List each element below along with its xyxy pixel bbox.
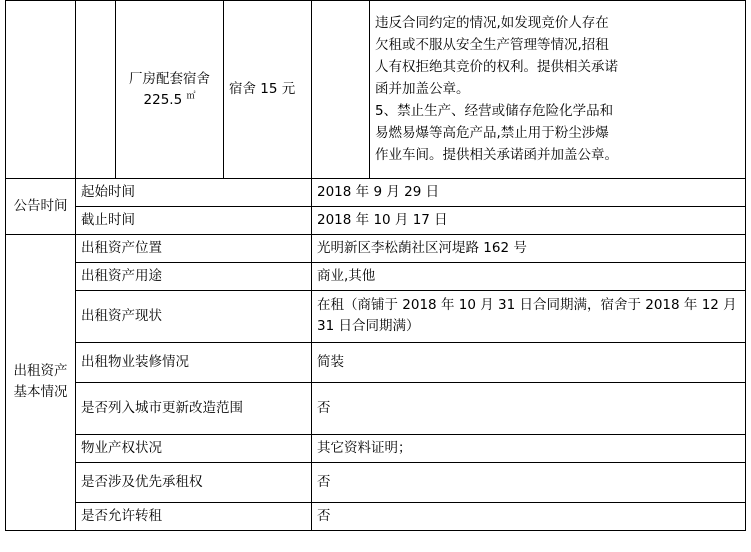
asset-row-value — [312, 462, 746, 502]
terms-cell — [370, 1, 746, 179]
asset-row-value-text: 商业,其他 — [317, 267, 376, 284]
asset-row-name-text: 出租资产现状 — [81, 307, 162, 324]
asset-row-value — [312, 262, 746, 290]
asset-row-name-text: 出租资产位置 — [81, 239, 162, 256]
table-row-asset-status — [6, 290, 746, 342]
announcement-start-value-text: 2018 年 9 月 29 日 — [317, 184, 440, 200]
asset-row-name — [76, 382, 312, 434]
table-row-announce-start — [6, 179, 746, 207]
asset-row-name-text: 是否列入城市更新改造范围 — [81, 399, 243, 416]
asset-row-value-text: 简装 — [317, 353, 344, 370]
table-row-asset-location — [6, 234, 746, 262]
table-row-asset-decoration — [6, 342, 746, 382]
asset-row-value-text: 其它资料证明； — [317, 439, 412, 456]
announcement-label — [6, 179, 76, 235]
dorm-price-cell — [224, 1, 312, 179]
asset-row-name-text: 是否涉及优先承租权 — [81, 473, 203, 490]
announcement-end-value-text: 2018 年 10 月 17 日 — [317, 211, 448, 228]
announcement-start-name-text: 起始时间 — [81, 184, 135, 200]
announcement-end-value — [312, 206, 746, 234]
dorm-price-text: 宿舍 15 元 — [229, 81, 296, 98]
asset-row-value — [312, 290, 746, 342]
asset-row-name — [76, 234, 312, 262]
terms-line: 人有权拒绝其竞价的权利。提供相关承诺 — [375, 59, 618, 76]
rental-announcement-table — [5, 0, 746, 531]
empty-cell-left2 — [76, 1, 116, 179]
asset-row-name — [76, 502, 312, 530]
asset-row-name — [76, 342, 312, 382]
asset-row-name-text: 物业产权状况 — [81, 439, 162, 456]
table-row-asset-sublease — [6, 502, 746, 530]
empty-cell-left — [6, 1, 76, 179]
announcement-start-name — [76, 179, 312, 207]
table-row-asset-ownership — [6, 434, 746, 462]
terms-line: 欠租或不服从安全生产管理等情况,招租 — [375, 37, 609, 54]
asset-row-value — [312, 434, 746, 462]
table-row-asset-usage — [6, 262, 746, 290]
asset-row-value — [312, 502, 746, 530]
square-meter-unit: ㎡ — [186, 91, 196, 101]
terms-line: 函并加盖公章。 — [375, 81, 470, 98]
announcement-end-name — [76, 206, 312, 234]
empty-cell-mid — [312, 1, 370, 179]
asset-label-text: 出租资产基本情况 — [13, 363, 68, 401]
announcement-start-value — [312, 179, 746, 207]
table-row-asset-renewal — [6, 382, 746, 434]
asset-row-name-text: 出租物业装修情况 — [81, 353, 189, 370]
terms-line: 5、禁止生产、经营或储存危险化学品和 — [375, 102, 614, 119]
announcement-label-text: 公告时间 — [13, 197, 68, 214]
asset-row-name — [76, 262, 312, 290]
asset-row-value-text: 光明新区李松蓢社区河堤路 162 号 — [317, 239, 527, 256]
asset-row-name — [76, 290, 312, 342]
asset-row-value — [312, 234, 746, 262]
asset-label — [6, 234, 76, 530]
asset-row-value-text: 否 — [317, 399, 331, 416]
facility-cell — [116, 1, 224, 179]
asset-row-value-text: 否 — [317, 473, 331, 490]
table-row-top-terms — [6, 1, 746, 179]
terms-line: 违反合同约定的情况,如发现竞价人存在 — [375, 15, 609, 32]
table-row-announce-end — [6, 206, 746, 234]
terms-line: 易燃易爆等高危产品,禁止用于粉尘涉爆 — [375, 124, 609, 141]
asset-row-value-text: 在租（商铺于 2018 年 10 月 31 日合同期满，宿舍于 2018 年 12 月 31 日合同期满） — [317, 297, 737, 335]
asset-row-name-text: 是否允许转租 — [81, 507, 162, 524]
terms-line: 作业车间。提供相关承诺函并加盖公章。 — [375, 146, 618, 163]
announcement-end-name-text: 截止时间 — [81, 211, 135, 228]
asset-row-name-text: 出租资产用途 — [81, 267, 162, 284]
asset-row-name — [76, 462, 312, 502]
asset-row-value — [312, 342, 746, 382]
asset-row-name — [76, 434, 312, 462]
asset-row-value-text: 否 — [317, 507, 331, 524]
asset-row-value — [312, 382, 746, 434]
facility-text: 厂房配套宿舍 225.5 ㎡ — [129, 70, 210, 108]
table-row-asset-priority — [6, 462, 746, 502]
